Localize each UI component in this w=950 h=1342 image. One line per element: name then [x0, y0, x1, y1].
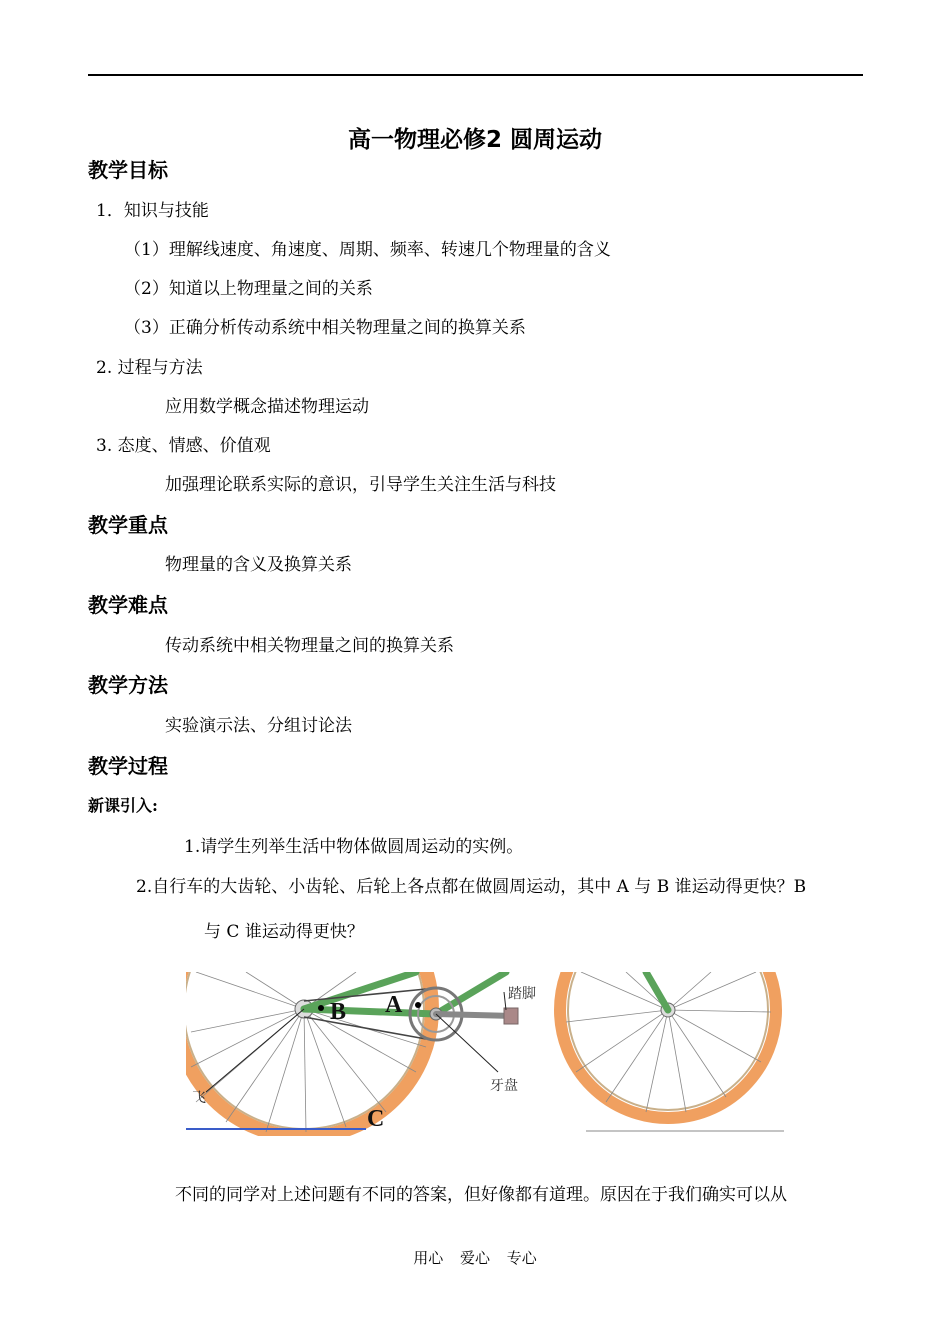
teaching-method-text: 实验演示法、分组讨论法 — [165, 716, 352, 736]
goal-sub-1: （1）理解线速度、角速度、周期、频率、转速几个物理量的含义 — [124, 240, 611, 260]
heading-key-points: 教学重点 — [88, 513, 168, 537]
goal-sub-2: （2）知道以上物理量之间的关系 — [124, 279, 373, 299]
bicycle-illustration — [186, 972, 784, 1136]
goal-item-1: 1．知识与技能 — [96, 201, 209, 221]
heading-difficult-points: 教学难点 — [88, 593, 168, 617]
header-rule — [88, 74, 863, 76]
heading-teaching-process: 教学过程 — [88, 754, 168, 778]
intro-label: 新课引入: — [88, 796, 158, 815]
label-flywheel: 飞 — [192, 1090, 206, 1106]
page-title: 高一物理必修2 圆周运动 — [347, 127, 602, 153]
goal-item-2: 2. 过程与方法 — [96, 358, 203, 378]
page-footer: 用心 爱心 专心 — [413, 1249, 537, 1267]
question-1: 1.请学生列举生活中物体做圆周运动的实例。 — [184, 837, 524, 857]
label-chainring: 牙盘 — [490, 1078, 518, 1094]
question-2-line-1: 2.自行车的大齿轮、小齿轮、后轮上各点都在做圆周运动，其中 A 与 B 谁运动得更快？B — [136, 877, 807, 897]
label-a: A — [385, 992, 403, 1018]
key-points-text: 物理量的含义及换算关系 — [165, 555, 352, 575]
label-c: C — [367, 1106, 385, 1132]
heading-teaching-method: 教学方法 — [88, 673, 168, 697]
question-2-line-2: 与 C 谁运动得更快？ — [204, 922, 364, 942]
goal-sub-3: （3）正确分析传动系统中相关物理量之间的换算关系 — [124, 318, 526, 338]
point-a-marker — [415, 1002, 421, 1008]
goal-item-3: 3. 态度、情感、价值观 — [96, 436, 271, 456]
label-b: B — [330, 999, 347, 1025]
difficult-points-text: 传动系统中相关物理量之间的换算关系 — [165, 636, 454, 656]
heading-teaching-goals: 教学目标 — [88, 158, 168, 182]
closing-paragraph: 不同的同学对上述问题有不同的答案，但好像都有道理。原因在于我们确实可以从 — [175, 1185, 787, 1205]
label-pedal: 踏脚 — [508, 986, 536, 1002]
goal-item-3-text: 加强理论联系实际的意识，引导学生关注生活与科技 — [165, 475, 556, 495]
point-b-marker — [318, 1005, 324, 1011]
goal-item-2-text: 应用数学概念描述物理运动 — [165, 397, 369, 417]
